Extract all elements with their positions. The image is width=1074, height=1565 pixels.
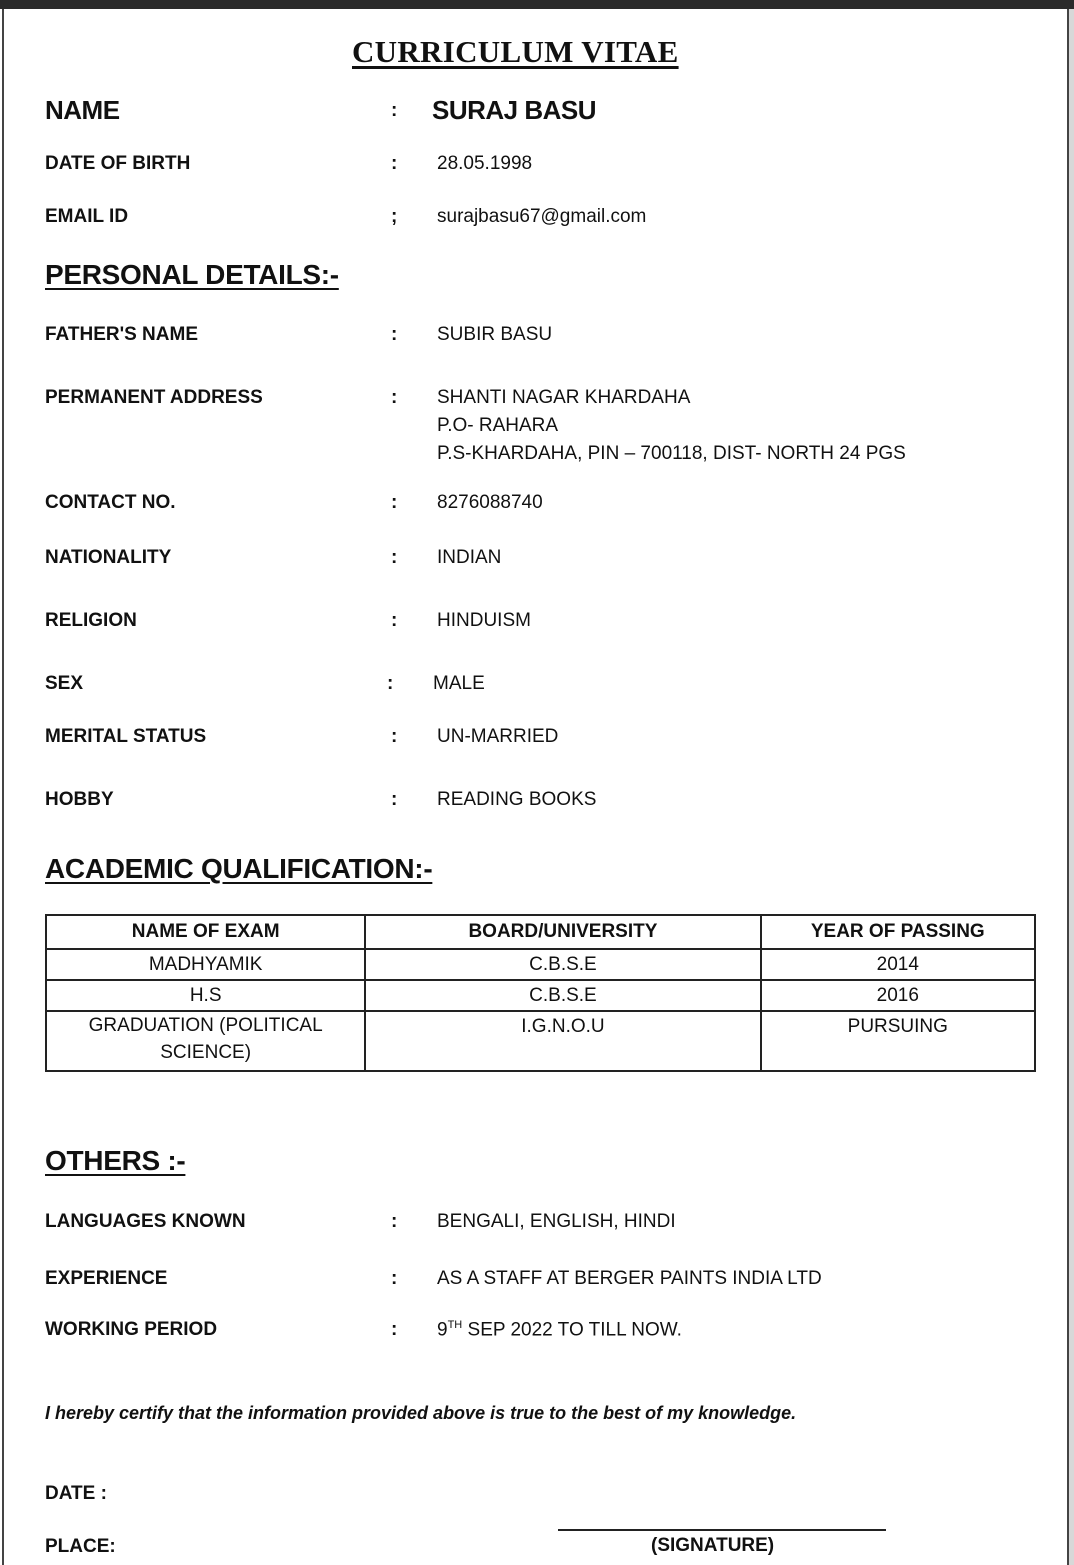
hobby-value: READING BOOKS <box>437 789 597 810</box>
father-name-colon: : <box>391 324 398 345</box>
table-cell: 2016 <box>761 980 1035 1011</box>
email-label: EMAIL ID <box>45 206 129 227</box>
address-line-1: SHANTI NAGAR KHARDAHA <box>437 387 691 408</box>
right-margin <box>1069 9 1074 1565</box>
email-value: surajbasu67@gmail.com <box>437 206 647 227</box>
religion-value: HINDUISM <box>437 610 531 631</box>
address-line-2: P.O- RAHARA <box>437 415 559 436</box>
table-row <box>46 1011 1035 1071</box>
address-label: PERMANENT ADDRESS <box>45 387 263 408</box>
academic-heading: ACADEMIC QUALIFICATION:- <box>45 853 433 884</box>
name-label: NAME <box>45 95 120 125</box>
working-period-value <box>437 1319 682 1341</box>
personal-details-heading: PERSONAL DETAILS:- <box>45 259 339 290</box>
experience-colon: : <box>391 1268 398 1289</box>
languages-colon: : <box>391 1211 398 1232</box>
marital-status-value: UN-MARRIED <box>437 726 559 747</box>
left-border <box>2 9 4 1565</box>
column-header: NAME OF EXAM <box>46 915 365 949</box>
working-period-colon: : <box>391 1319 398 1340</box>
name-colon: : <box>391 100 398 121</box>
sex-value: MALE <box>433 673 485 694</box>
hobby-label: HOBBY <box>45 789 114 810</box>
certification-statement: I hereby certify that the information provided above is true to the best of my knowledge. <box>45 1403 797 1423</box>
contact-colon: : <box>391 492 398 513</box>
nationality-colon: : <box>391 547 398 568</box>
column-header: YEAR OF PASSING <box>761 915 1035 949</box>
address-value <box>437 384 906 468</box>
religion-colon: : <box>391 610 398 631</box>
contact-label: CONTACT NO. <box>45 492 176 513</box>
email-colon: ; <box>391 206 398 227</box>
signature-label: (SIGNATURE) <box>651 1535 775 1556</box>
religion-label: RELIGION <box>45 610 137 631</box>
languages-label: LANGUAGES KNOWN <box>45 1211 246 1232</box>
contact-value: 8276088740 <box>437 492 543 513</box>
name-value: SURAJ BASU <box>432 95 597 125</box>
nationality-label: NATIONALITY <box>45 547 172 568</box>
experience-label: EXPERIENCE <box>45 1268 168 1289</box>
table-row <box>46 980 1035 1011</box>
working-period-ordinal: TH <box>447 1319 463 1331</box>
sex-label: SEX <box>45 673 84 694</box>
table-cell: H.S <box>46 980 365 1011</box>
languages-value: BENGALI, ENGLISH, HINDI <box>437 1211 676 1232</box>
sex-colon: : <box>387 673 394 694</box>
table-header-row <box>46 915 1035 949</box>
table-cell: PURSUING <box>761 1011 1035 1071</box>
father-name-label: FATHER'S NAME <box>45 324 199 345</box>
dob-value: 28.05.1998 <box>437 153 533 174</box>
dob-colon: : <box>391 153 398 174</box>
marital-status-colon: : <box>391 726 398 747</box>
working-period-label: WORKING PERIOD <box>45 1319 218 1340</box>
date-label: DATE : <box>45 1483 107 1504</box>
signature-line <box>558 1529 886 1531</box>
working-period-rest: SEP 2022 TO TILL NOW. <box>462 1319 682 1341</box>
table-cell: 2014 <box>761 949 1035 980</box>
table-cell: MADHYAMIK <box>46 949 365 980</box>
others-heading: OTHERS :- <box>45 1145 186 1176</box>
top-border <box>0 0 1074 9</box>
working-period-day: 9 <box>437 1319 448 1341</box>
father-name-value: SUBIR BASU <box>437 324 553 345</box>
table-row <box>46 949 1035 980</box>
document-title: CURRICULUM VITAE <box>352 34 679 69</box>
marital-status-label: MERITAL STATUS <box>45 726 207 747</box>
table-cell: I.G.N.O.U <box>365 1011 760 1071</box>
place-label: PLACE: <box>45 1536 116 1557</box>
address-line-3: P.S-KHARDAHA, PIN – 700118, DIST- NORTH 24 PGS <box>437 443 906 464</box>
dob-label: DATE OF BIRTH <box>45 153 191 174</box>
hobby-colon: : <box>391 789 398 810</box>
nationality-value: INDIAN <box>437 547 502 568</box>
table-cell: C.B.S.E <box>365 980 760 1011</box>
experience-value: AS A STAFF AT BERGER PAINTS INDIA LTD <box>437 1268 822 1289</box>
table-cell: GRADUATION (POLITICAL SCIENCE) <box>46 1011 365 1071</box>
column-header: BOARD/UNIVERSITY <box>365 915 760 949</box>
address-colon: : <box>391 387 398 408</box>
academic-table <box>45 914 1036 1072</box>
table-cell: C.B.S.E <box>365 949 760 980</box>
